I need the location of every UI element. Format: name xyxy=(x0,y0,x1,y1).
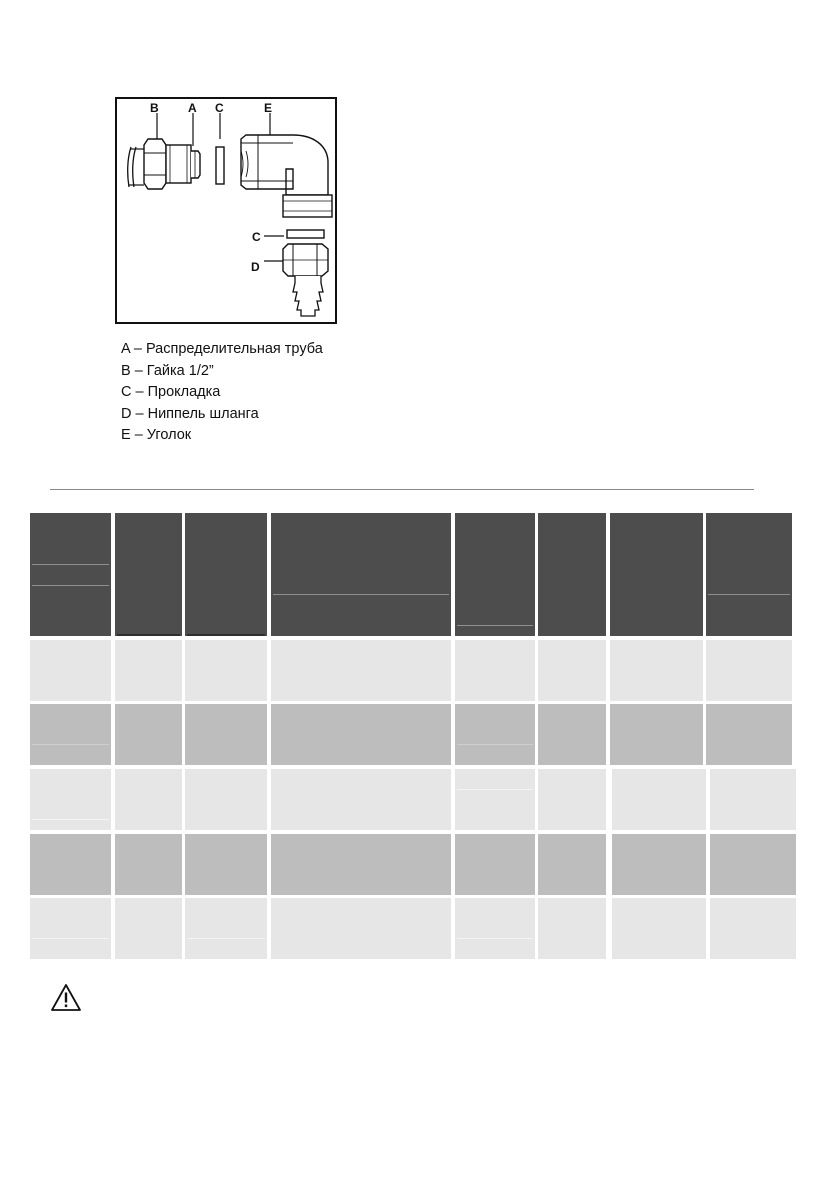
cell-rule xyxy=(32,744,109,745)
cell-rule xyxy=(273,594,449,595)
table-cell xyxy=(271,834,451,895)
cell-rule xyxy=(457,789,533,790)
table-cell xyxy=(710,898,796,959)
table-header-cell xyxy=(706,513,792,636)
table-cell xyxy=(538,704,606,765)
table-cell xyxy=(538,898,606,959)
cell-bottom-rule xyxy=(117,634,180,636)
table-cell xyxy=(706,704,792,765)
table-cell xyxy=(455,769,535,830)
warning-triangle-icon xyxy=(50,983,82,1013)
table-cell xyxy=(271,640,451,701)
table-cell xyxy=(610,640,703,701)
table-cell xyxy=(115,704,182,765)
table-header-cell xyxy=(271,513,451,636)
legend-item-a: A – Распределительная труба xyxy=(121,341,323,357)
table-header-cell xyxy=(538,513,606,636)
cell-rule xyxy=(457,938,533,939)
cell-rule xyxy=(32,564,109,565)
table-cell xyxy=(706,640,792,701)
table-cell xyxy=(538,769,606,830)
table-cell xyxy=(455,834,535,895)
table-cell xyxy=(115,769,182,830)
callout-b: B xyxy=(150,101,159,115)
table-header-cell xyxy=(30,513,111,636)
table-cell xyxy=(612,769,706,830)
table-cell xyxy=(612,898,706,959)
legend-item-b: B – Гайка 1/2” xyxy=(121,362,214,379)
legend-item-e: E – Уголок xyxy=(121,427,192,443)
table-cell xyxy=(455,704,535,765)
table-header-cell xyxy=(185,513,267,636)
table-cell xyxy=(538,640,606,701)
table-cell xyxy=(30,898,111,959)
table-cell xyxy=(271,898,451,959)
table-header-cell xyxy=(610,513,703,636)
legend-item-d: D – Ниппель шланга xyxy=(121,405,259,422)
cell-rule xyxy=(457,744,533,745)
cell-rule xyxy=(708,594,790,595)
table-cell xyxy=(610,704,703,765)
cell-rule xyxy=(32,819,109,820)
table-cell xyxy=(271,769,451,830)
cell-rule xyxy=(457,625,533,626)
table-cell xyxy=(455,640,535,701)
table-cell xyxy=(538,834,606,895)
table-cell xyxy=(185,704,267,765)
table-cell xyxy=(30,769,111,830)
table-cell xyxy=(455,898,535,959)
callout-d: D xyxy=(251,260,260,274)
table-cell xyxy=(710,834,796,895)
cell-rule xyxy=(32,938,109,939)
table-cell xyxy=(115,640,182,701)
cell-rule xyxy=(32,585,109,586)
table-cell xyxy=(185,769,267,830)
table-header-cell xyxy=(455,513,535,636)
table-cell xyxy=(271,704,451,765)
table-cell xyxy=(30,704,111,765)
section-divider xyxy=(50,489,754,490)
table-cell xyxy=(30,834,111,895)
cell-bottom-rule xyxy=(187,634,265,636)
table-cell xyxy=(612,834,706,895)
table-cell xyxy=(115,898,182,959)
table-cell xyxy=(185,640,267,701)
diagram-legend xyxy=(121,339,323,447)
callout-c-side: C xyxy=(252,230,261,244)
connection-diagram-drawing xyxy=(117,99,335,322)
legend-item-c: C – Прокладка xyxy=(121,384,221,400)
callout-c-top: C xyxy=(215,101,224,115)
table-cell xyxy=(115,834,182,895)
callout-a: A xyxy=(188,101,197,115)
table-header-cell xyxy=(115,513,182,636)
table-cell xyxy=(710,769,796,830)
table-cell xyxy=(185,898,267,959)
table-cell xyxy=(30,640,111,701)
table-cell xyxy=(185,834,267,895)
connection-diagram xyxy=(115,97,337,324)
cell-rule xyxy=(187,938,265,939)
callout-e: E xyxy=(264,101,273,115)
